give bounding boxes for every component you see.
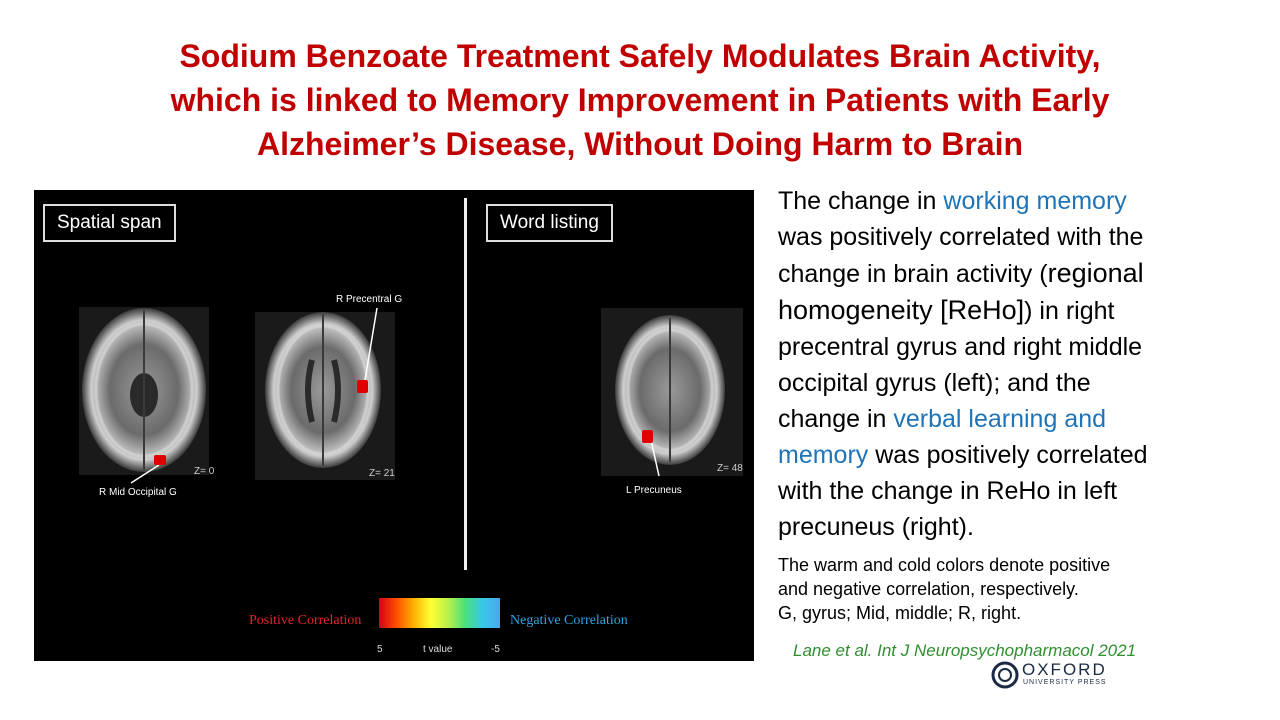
brain-figure [34, 190, 754, 661]
negative-correlation-label: Negative Correlation [510, 613, 628, 628]
activation-occipital [154, 455, 166, 465]
text-l2: was positively correlated with the [778, 223, 1144, 251]
colorbar-tick-left: 5 [377, 644, 383, 655]
text-l5: precentral gyrus and right middle [778, 333, 1143, 361]
word-listing-label: Word listing [486, 204, 613, 242]
text-reho: homogeneity [ReHo] [778, 295, 1025, 325]
title-line-2: which is linked to Memory Improvement in Patients with Early [170, 82, 1110, 118]
note-l3: G, gyrus; Mid, middle; R, right. [778, 603, 1022, 623]
text-l1a: The change in [778, 187, 944, 215]
text-verbal-learning: verbal learning and [893, 405, 1107, 433]
activation-precentral [357, 380, 368, 393]
oxford-wordmark: OXFORD [1022, 660, 1107, 679]
oxford-subtitle: UNIVERSITY PRESS [1023, 679, 1107, 686]
brain-slice-z48 [615, 315, 725, 465]
text-memory: memory [778, 441, 869, 469]
title-line-1: Sodium Benzoate Treatment Safely Modulates Brain Activity, [179, 38, 1101, 74]
brain-slices [34, 190, 754, 661]
spatial-span-label: Spatial span [43, 204, 176, 242]
title-line-3: Alzheimer’s Disease, Without Doing Harm to Brain [256, 126, 1024, 162]
text-l8b: was positively correlated [868, 441, 1148, 469]
text-l10: precuneus (right). [778, 513, 974, 541]
footnote [778, 553, 1248, 625]
r-mid-occipital-label: R Mid Occipital G [99, 487, 177, 498]
text-l3a: change in brain activity ( [778, 260, 1048, 288]
z0-label: Z= 0 [194, 466, 215, 477]
text-l4b: ) in right [1024, 297, 1115, 325]
oxford-logo [990, 660, 1120, 692]
slide-title [40, 34, 1240, 166]
brain-slice-z0 [82, 308, 206, 472]
text-working-memory: working memory [943, 187, 1127, 215]
text-l6: occipital gyrus (left); and the [778, 369, 1091, 397]
text-l9: with the change in ReHo in left [778, 477, 1118, 505]
positive-correlation-label: Positive Correlation [249, 613, 362, 628]
colorbar [379, 598, 500, 628]
l-precuneus-label: L Precuneus [626, 485, 682, 496]
z21-label: Z= 21 [369, 468, 395, 479]
z48-label: Z= 48 [717, 463, 743, 474]
note-l2: and negative correlation, respectively. [778, 579, 1079, 599]
r-precentral-label: R Precentral G [336, 294, 403, 305]
activation-precuneus [642, 430, 653, 443]
colorbar-tick-right: -5 [491, 644, 500, 655]
colorbar-tick-mid: t value [423, 644, 453, 655]
note-l1: The warm and cold colors denote positive [778, 555, 1111, 575]
text-regional: regional [1047, 258, 1144, 288]
findings-text [778, 183, 1238, 545]
oxford-logo-icon [990, 660, 1020, 690]
citation: Lane et al. Int J Neuropsychopharmacol 2021 [793, 641, 1137, 660]
text-l7a: change in [778, 405, 894, 433]
